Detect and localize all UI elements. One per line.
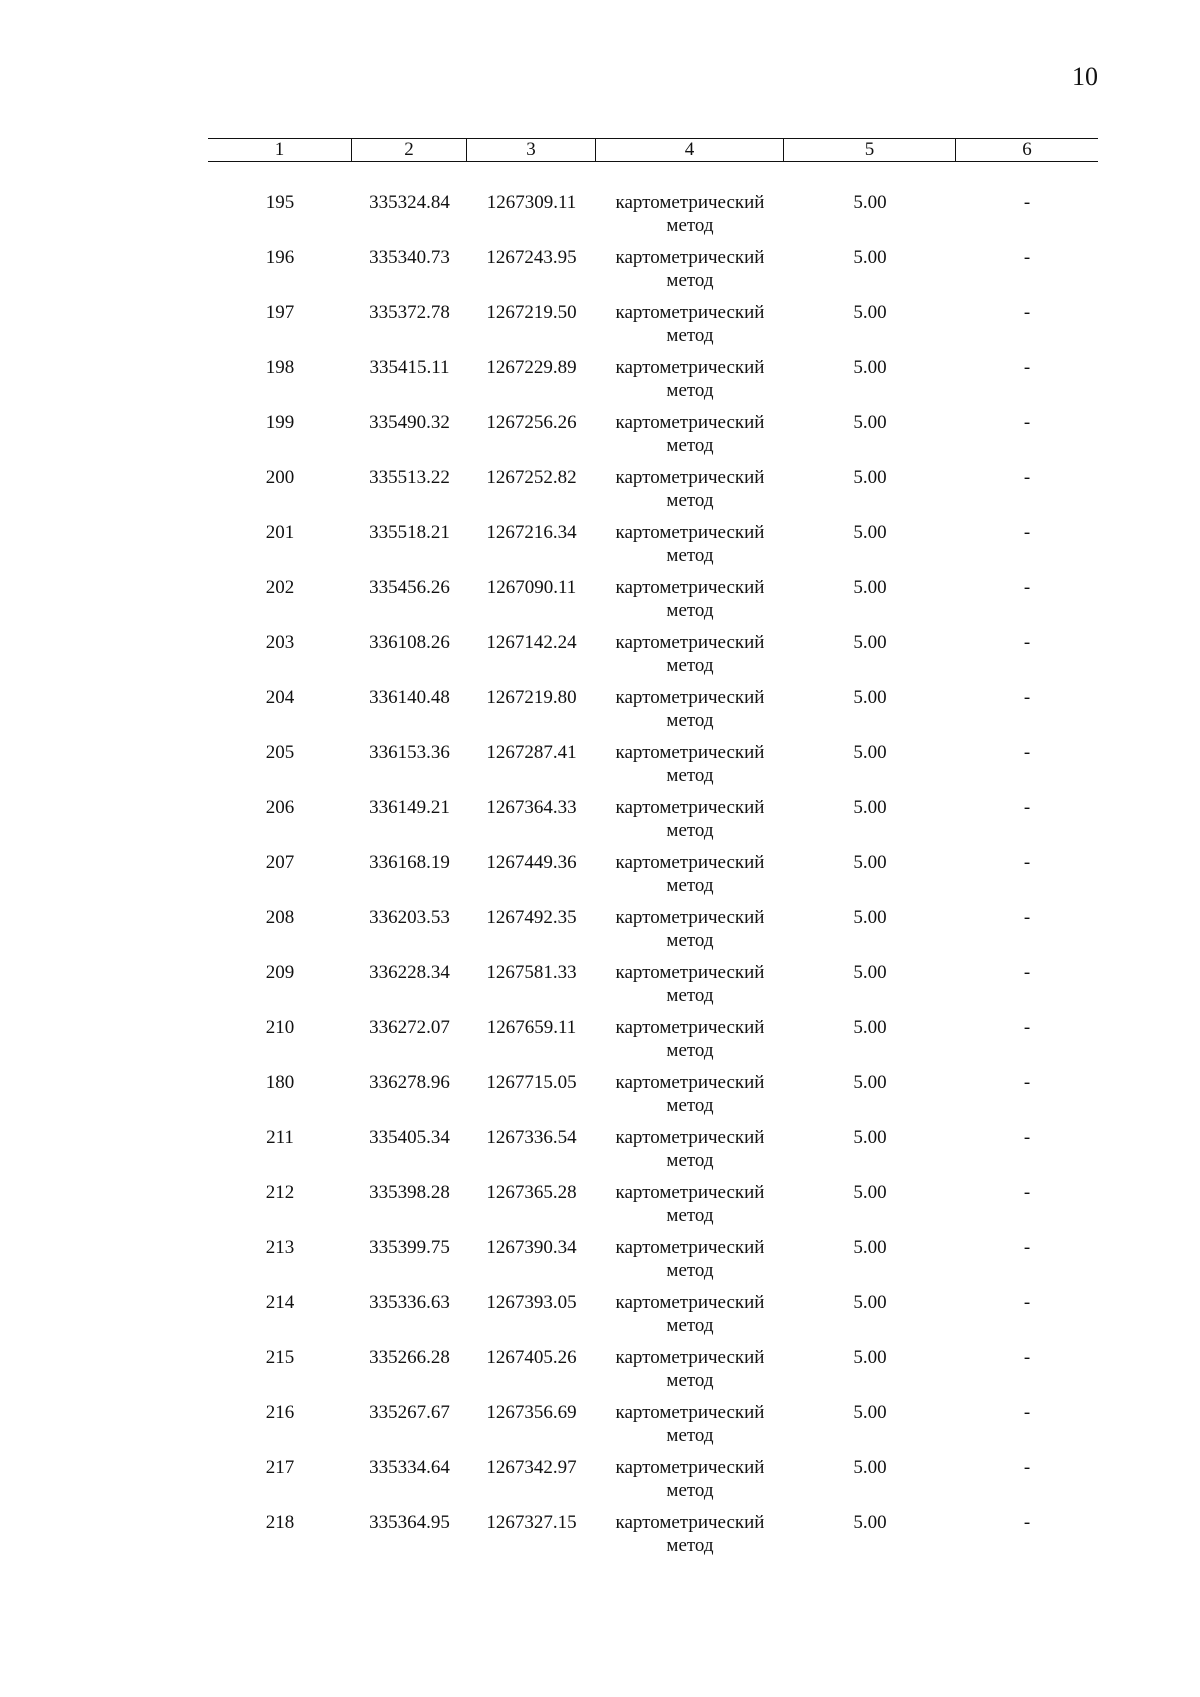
cell-coord-y: 1267715.05	[486, 1072, 577, 1093]
cell-coord-y: 1267229.89	[486, 357, 577, 378]
cell-method: картометрический метод	[615, 907, 765, 951]
cell-coord-x: 335513.22	[369, 467, 450, 488]
cell-coord-x: 335336.63	[369, 1292, 450, 1313]
cell-point-number: 201	[265, 522, 295, 543]
cell-coord-y: 1267356.69	[486, 1402, 577, 1423]
cell-accuracy: 5.00	[853, 1402, 887, 1423]
cell-coord-x: 335415.11	[369, 357, 450, 378]
cell-coord-x: 336278.96	[369, 1072, 450, 1093]
cell-coord-x: 335364.95	[369, 1512, 450, 1533]
table-row	[208, 521, 1098, 576]
cell-note: -	[1023, 1127, 1031, 1148]
header-col-2: 2	[352, 139, 467, 161]
cell-accuracy: 5.00	[853, 1182, 887, 1203]
cell-point-number: 197	[265, 302, 295, 323]
cell-coord-y: 1267243.95	[486, 247, 577, 268]
cell-accuracy: 5.00	[853, 962, 887, 983]
table-row	[208, 301, 1098, 356]
cell-coord-y: 1267581.33	[486, 962, 577, 983]
cell-note: -	[1023, 1017, 1031, 1038]
table-row	[208, 1291, 1098, 1346]
cell-coord-x: 335267.67	[369, 1402, 450, 1423]
cell-accuracy: 5.00	[853, 1127, 887, 1148]
cell-method: картометрический метод	[615, 1237, 765, 1281]
cell-method: картометрический метод	[615, 467, 765, 511]
cell-coord-y: 1267252.82	[486, 467, 577, 488]
cell-coord-x: 335456.26	[369, 577, 450, 598]
cell-coord-y: 1267327.15	[486, 1512, 577, 1533]
cell-accuracy: 5.00	[853, 1512, 887, 1533]
cell-method: картометрический метод	[615, 1457, 765, 1501]
cell-method: картометрический метод	[615, 852, 765, 896]
header-col-5: 5	[784, 139, 956, 161]
cell-note: -	[1023, 1512, 1031, 1533]
cell-method: картометрический метод	[615, 522, 765, 566]
cell-note: -	[1023, 632, 1031, 653]
cell-method: картометрический метод	[615, 1402, 765, 1446]
cell-coord-y: 1267219.50	[486, 302, 577, 323]
cell-point-number: 215	[265, 1347, 295, 1368]
cell-coord-y: 1267142.24	[486, 632, 577, 653]
cell-point-number: 198	[265, 357, 295, 378]
header-col-6: 6	[1022, 139, 1032, 160]
table-row	[208, 906, 1098, 961]
cell-method: картометрический метод	[615, 632, 765, 676]
cell-note: -	[1023, 1457, 1031, 1478]
cell-method: картометрический метод	[615, 687, 765, 731]
cell-point-number: 213	[265, 1237, 295, 1258]
table-row	[208, 356, 1098, 411]
cell-accuracy: 5.00	[853, 1237, 887, 1258]
table-row	[208, 1456, 1098, 1511]
table-row	[208, 851, 1098, 906]
cell-note: -	[1023, 1072, 1031, 1093]
cell-method: картометрический метод	[615, 797, 765, 841]
cell-point-number: 199	[265, 412, 295, 433]
cell-coord-y: 1267449.36	[486, 852, 577, 873]
cell-coord-x: 336140.48	[369, 687, 450, 708]
cell-point-number: 207	[265, 852, 295, 873]
cell-note: -	[1023, 1347, 1031, 1368]
cell-accuracy: 5.00	[853, 302, 887, 323]
table-row	[208, 411, 1098, 466]
cell-coord-x: 335334.64	[369, 1457, 450, 1478]
cell-method: картометрический метод	[615, 1292, 765, 1336]
cell-point-number: 214	[265, 1292, 295, 1313]
cell-method: картометрический метод	[615, 357, 765, 401]
header-col-4: 4	[596, 139, 784, 161]
cell-note: -	[1023, 962, 1031, 983]
cell-coord-y: 1267342.97	[486, 1457, 577, 1478]
cell-point-number: 206	[265, 797, 295, 818]
cell-coord-y: 1267309.11	[486, 192, 577, 213]
cell-coord-y: 1267393.05	[486, 1292, 577, 1313]
cell-point-number: 209	[265, 962, 295, 983]
cell-coord-x: 335405.34	[369, 1127, 450, 1148]
cell-accuracy: 5.00	[853, 1457, 887, 1478]
cell-accuracy: 5.00	[853, 632, 887, 653]
table-row	[208, 1346, 1098, 1401]
table-body	[208, 191, 1098, 1566]
cell-note: -	[1023, 522, 1031, 543]
cell-coord-x: 335398.28	[369, 1182, 450, 1203]
cell-accuracy: 5.00	[853, 742, 887, 763]
cell-note: -	[1023, 1402, 1031, 1423]
cell-point-number: 200	[265, 467, 295, 488]
cell-coord-x: 336228.34	[369, 962, 450, 983]
table-row	[208, 466, 1098, 521]
cell-point-number: 210	[265, 1017, 295, 1038]
table-row	[208, 741, 1098, 796]
cell-point-number: 218	[265, 1512, 295, 1533]
cell-accuracy: 5.00	[853, 797, 887, 818]
cell-point-number: 211	[266, 1127, 294, 1148]
cell-method: картометрический метод	[615, 1017, 765, 1061]
table-row	[208, 1236, 1098, 1291]
cell-accuracy: 5.00	[853, 1017, 887, 1038]
cell-accuracy: 5.00	[853, 1072, 887, 1093]
cell-coord-y: 1267405.26	[486, 1347, 577, 1368]
cell-note: -	[1023, 687, 1031, 708]
cell-method: картометрический метод	[615, 247, 765, 291]
cell-note: -	[1023, 742, 1031, 763]
cell-accuracy: 5.00	[853, 357, 887, 378]
header-col-3: 3	[467, 139, 596, 161]
cell-method: картометрический метод	[615, 1182, 765, 1226]
cell-coord-x: 336149.21	[369, 797, 450, 818]
table-header	[208, 138, 1098, 162]
cell-coord-y: 1267216.34	[486, 522, 577, 543]
cell-coord-y: 1267492.35	[486, 907, 577, 928]
table-row	[208, 576, 1098, 631]
cell-accuracy: 5.00	[853, 192, 887, 213]
table-row	[208, 1126, 1098, 1181]
cell-point-number: 217	[265, 1457, 295, 1478]
cell-coord-y: 1267659.11	[486, 1017, 577, 1038]
cell-point-number: 196	[265, 247, 295, 268]
cell-point-number: 208	[265, 907, 295, 928]
cell-note: -	[1023, 357, 1031, 378]
cell-coord-x: 336168.19	[369, 852, 450, 873]
cell-note: -	[1023, 907, 1031, 928]
cell-accuracy: 5.00	[853, 687, 887, 708]
cell-accuracy: 5.00	[853, 412, 887, 433]
cell-method: картометрический метод	[615, 1347, 765, 1391]
cell-coord-x: 335324.84	[369, 192, 450, 213]
cell-note: -	[1023, 247, 1031, 268]
cell-coord-x: 336153.36	[369, 742, 450, 763]
cell-accuracy: 5.00	[853, 852, 887, 873]
cell-point-number: 180	[265, 1072, 295, 1093]
cell-note: -	[1023, 852, 1031, 873]
cell-accuracy: 5.00	[853, 247, 887, 268]
cell-coord-x: 336108.26	[369, 632, 450, 653]
cell-note: -	[1023, 1237, 1031, 1258]
table-row	[208, 796, 1098, 851]
cell-accuracy: 5.00	[853, 467, 887, 488]
cell-coord-y: 1267287.41	[486, 742, 577, 763]
cell-note: -	[1023, 302, 1031, 323]
table-row	[208, 1071, 1098, 1126]
cell-method: картометрический метод	[615, 742, 765, 786]
cell-coord-x: 335266.28	[369, 1347, 450, 1368]
cell-coord-y: 1267364.33	[486, 797, 577, 818]
table-row	[208, 1181, 1098, 1236]
cell-coord-x: 335340.73	[369, 247, 450, 268]
cell-point-number: 204	[265, 687, 295, 708]
cell-point-number: 216	[265, 1402, 295, 1423]
cell-accuracy: 5.00	[853, 1347, 887, 1368]
cell-point-number: 205	[265, 742, 295, 763]
table-row	[208, 1401, 1098, 1456]
cell-coord-x: 336203.53	[369, 907, 450, 928]
cell-coord-x: 335399.75	[369, 1237, 450, 1258]
cell-note: -	[1023, 797, 1031, 818]
cell-accuracy: 5.00	[853, 907, 887, 928]
cell-note: -	[1023, 1182, 1031, 1203]
table-row	[208, 191, 1098, 246]
cell-coord-y: 1267365.28	[486, 1182, 577, 1203]
cell-point-number: 212	[265, 1182, 295, 1203]
cell-note: -	[1023, 192, 1031, 213]
table-row	[208, 631, 1098, 686]
cell-note: -	[1023, 467, 1031, 488]
cell-accuracy: 5.00	[853, 522, 887, 543]
cell-method: картометрический метод	[615, 577, 765, 621]
cell-point-number: 203	[265, 632, 295, 653]
cell-coord-y: 1267390.34	[486, 1237, 577, 1258]
table-row	[208, 686, 1098, 741]
table-row	[208, 1511, 1098, 1566]
cell-accuracy: 5.00	[853, 1292, 887, 1313]
cell-coord-y: 1267256.26	[486, 412, 577, 433]
table-row	[208, 961, 1098, 1016]
header-col-1: 1	[208, 139, 352, 161]
cell-coord-y: 1267219.80	[486, 687, 577, 708]
cell-coord-y: 1267090.11	[486, 577, 577, 598]
cell-accuracy: 5.00	[853, 577, 887, 598]
cell-coord-y: 1267336.54	[486, 1127, 577, 1148]
cell-method: картометрический метод	[615, 1072, 765, 1116]
cell-note: -	[1023, 577, 1031, 598]
cell-method: картометрический метод	[615, 1127, 765, 1171]
cell-point-number: 202	[265, 577, 295, 598]
cell-point-number: 195	[265, 192, 295, 213]
cell-note: -	[1023, 412, 1031, 433]
cell-method: картометрический метод	[615, 302, 765, 346]
page-number: 10	[1072, 62, 1098, 91]
cell-coord-x: 335490.32	[369, 412, 450, 433]
cell-method: картометрический метод	[615, 1512, 765, 1556]
cell-method: картометрический метод	[615, 962, 765, 1006]
cell-method: картометрический метод	[615, 192, 765, 236]
table-row	[208, 246, 1098, 301]
cell-note: -	[1023, 1292, 1031, 1313]
table-row	[208, 1016, 1098, 1071]
cell-coord-x: 335372.78	[369, 302, 450, 323]
cell-coord-x: 336272.07	[369, 1017, 450, 1038]
cell-coord-x: 335518.21	[369, 522, 450, 543]
cell-method: картометрический метод	[615, 412, 765, 456]
